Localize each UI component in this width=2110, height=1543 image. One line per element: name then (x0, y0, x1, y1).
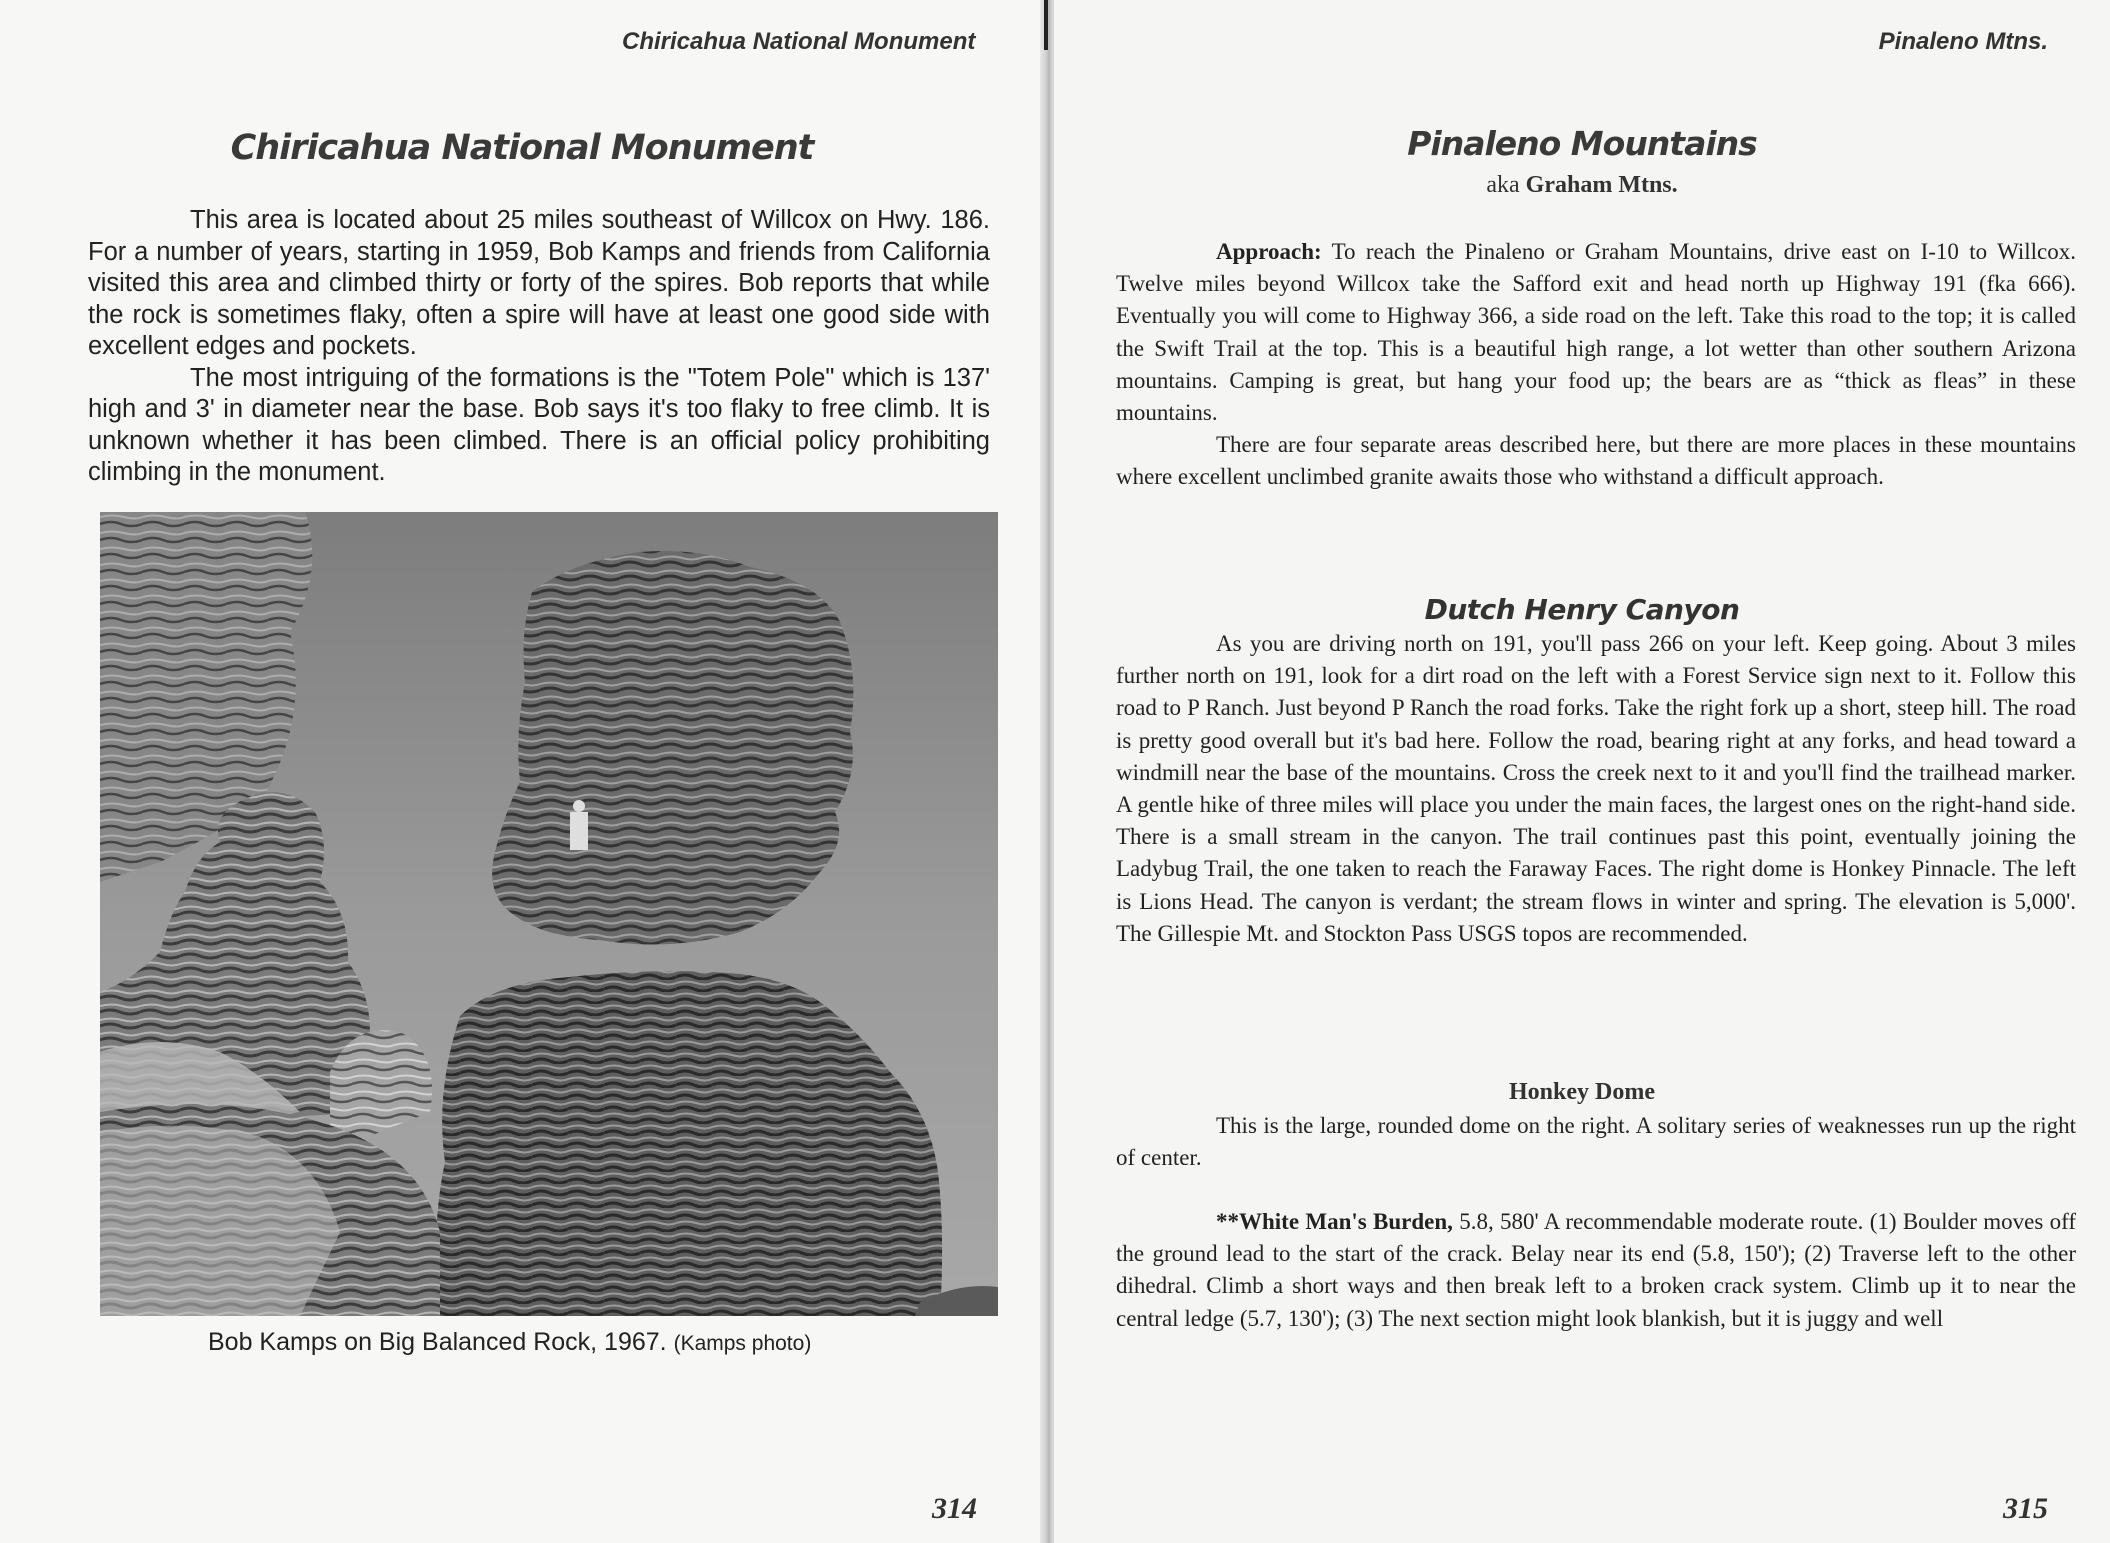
running-head-left: Chiricahua National Monument (622, 28, 976, 55)
route-text: 5.8, 580' A recommendable moderate route. (1) Boulder moves off the ground lead to the start of the crack. Belay near its end (5.8, 150'); (2) Traverse left to the other dihedral. Climb a short ways and then break left to a broken crack system. Climb up it to near the central ledge (5.7, 130'); (3) The next section might look blankish, but it is juggy and well (1116, 1209, 2076, 1331)
body-paragraph: The most intriguing of the formations is the "Totem Pole" which is 137' high and 3' in diameter near the base. Bob says it's too flaky to free climb. It is unknown whether it has been climbed. There is an official policy prohibiting climbing in the monument. (88, 363, 990, 486)
approach-paragraph (1116, 236, 2076, 429)
page-title-pinaleno: Pinaleno Mountains (1407, 124, 1757, 163)
dutch-henry-paragraph: As you are driving north on 191, you'll pass 266 on your left. Keep going. About 3 miles further north on 191, look for a dirt road on the left with a Forest Service sign next to it. Follow this road to P Ranch. Just beyond P Ranch the road forks. Take the right fork up a short, steep hill. The road is pretty good overall but it's bad here. Follow the road, bearing right at any forks, and head toward a windmill near the base of the mountains. Cross the creek next to it and you'll find the trailhead marker. A gentle hike of three miles will place you under the main faces, the largest ones on the right-hand side. There is a small stream in the canyon. The trail continues past this point, eventually joining the Ladybug Trail, the one taken to reach the Faraway Faces. The right dome is Honkey Pinnacle. The left is Lions Head. The canyon is verdant; the stream flows in winter and spring. The elevation is 5,000'. The Gillespie Mt. and Stockton Pass USGS topos are recommended. (1116, 631, 2076, 946)
areas-paragraph: There are four separate areas described here, but there are more places in these mountains where excellent unclimbed granite awaits those who withstand a difficult approach. (1116, 432, 2076, 490)
left-page (0, 0, 1044, 1543)
chiricahua-body-text (88, 205, 990, 489)
aka-line (1054, 172, 2110, 199)
photo-caption (208, 1328, 811, 1357)
caption-text: Bob Kamps on Big Balanced Rock, 1967. (208, 1328, 667, 1356)
honkey-dome-paragraph: This is the large, rounded dome on the right. A solitary series of weaknesses run up the right of center. (1116, 1113, 2076, 1171)
honkey-dome-section (1116, 1110, 2076, 1174)
right-page (1054, 0, 2110, 1543)
aka-prefix: aka (1486, 172, 1520, 198)
dutch-henry-section (1116, 628, 2076, 950)
route-name: **White Man's Burden, (1216, 1209, 1453, 1234)
gutter-shadow-mark (1044, 0, 1048, 50)
page-title-chiricahua: Chiricahua National Monument (230, 128, 814, 168)
approach-label: Approach: (1216, 239, 1322, 264)
balanced-rock-photo (100, 512, 998, 1316)
route-description (1116, 1206, 2076, 1335)
approach-section (1116, 236, 2076, 494)
photo-credit: (Kamps photo) (673, 1332, 812, 1355)
page-number-left: 314 (932, 1492, 977, 1525)
page-number-right: 315 (2003, 1492, 2048, 1525)
subsection-title-honkey-dome: Honkey Dome (1509, 1079, 1655, 1105)
approach-text: To reach the Pinaleno or Graham Mountains, drive east on I-10 to Willcox. Twelve miles beyond Willcox take the Safford exit and head north up Highway 191 (fka 666). Eventually you will come to Highway 366, a side road on the left. Take this road to the top; it is called the Swift Trail at the top. This is a beautiful high range, a lot wetter than other southern Arizona mountains. Camping is great, but hang your food up; the bears are as “thick as fleas” in these mountains. (1116, 239, 2076, 426)
running-head-right: Pinaleno Mtns. (1878, 28, 2048, 55)
body-paragraph: This area is located about 25 miles southeast of Willcox on Hwy. 186. For a number of years, starting in 1959, Bob Kamps and friends from California visited this area and climbed thirty or forty of the spires. Bob reports that while the rock is sometimes flaky, often a spire will have at least one good side with excellent edges and pockets. (88, 206, 990, 360)
aka-name: Graham Mtns. (1525, 172, 1678, 198)
section-title-dutch-henry: Dutch Henry Canyon (1424, 593, 1740, 626)
route-paragraph (1116, 1206, 2076, 1335)
